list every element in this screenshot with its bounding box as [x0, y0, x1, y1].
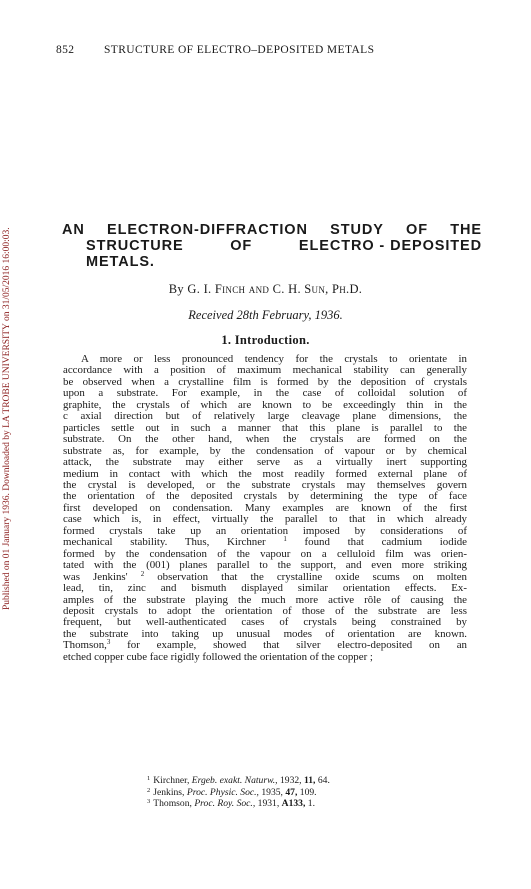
footnote-author: Thomson, [153, 798, 192, 809]
footnote-ref: 3 [106, 638, 111, 647]
footnote-author: Jenkins, [153, 786, 185, 798]
footnote-year: 1932, [279, 775, 302, 786]
body-line: frequent, but well-authenticated cases of crystals being constrained by [63, 616, 467, 629]
body-line: graphite, the crystals of which are known to be exceedingly thin in the [63, 398, 467, 411]
body-line: A more or less pronounced tendency for the crystals to orientate in [81, 353, 467, 365]
title-word: OF [230, 238, 253, 254]
title-word: METALS. [86, 254, 155, 270]
footnote-author: Kirchner, [153, 775, 190, 786]
body-line: was Jenkins' $^2$ observation that the crystalline oxide scums on molten [63, 569, 467, 583]
body-line: amples of the substrate playing the much more active rôle of causing the [63, 593, 467, 606]
body-text [63, 354, 467, 663]
title-line-3 [62, 254, 482, 270]
download-watermark: Published on 01 January 1936. Downloaded by LA TROBE UNIVERSITY on 31/05/2016 16:00:03. [2, 227, 12, 610]
footnote-page: 109. [299, 786, 317, 798]
footnote-journal: Ergeb. exakt. Naturw., [191, 775, 278, 786]
body-line: case which is, in effect, virtually the parallel to that in which already [63, 513, 467, 526]
footnote-ref: 1 [283, 535, 287, 544]
body-line: etched copper cube face rigidly followed the orientation of the copper ; [63, 650, 373, 663]
by-label: By [168, 282, 184, 296]
footnote-page: 1. [307, 798, 315, 809]
footnote-journal: Proc. Physic. Soc., [186, 786, 259, 798]
body-line: the orientation of the deposited crystals by determining the type of face [63, 490, 467, 503]
body-line: attack, the substrate may either serve as a virtually inert supporting [63, 456, 467, 469]
author-sun: C. H. Sun, Ph.D. [272, 282, 363, 296]
body-line: substrate. On the other hand, when the crystals are formed on the [63, 433, 467, 446]
footnote-year: 1931, [257, 798, 280, 809]
footnote-mark: 1 [147, 775, 151, 782]
body-line: substrate as, for example, by the condensation of vapour or by chemical [63, 444, 467, 457]
body-line: the substrate into taking up unusual modes of orientation are known. [63, 627, 467, 640]
author-line [0, 282, 531, 297]
footnote-journal: Proc. Roy. Soc., [194, 798, 256, 809]
received-date: Received 28th February, 1936. [188, 308, 343, 322]
body-line: formed crystals take up an orientation imposed by considerations of [63, 524, 467, 537]
body-line: accordance with a position of maximum mechanical stability can generally [63, 364, 467, 377]
footnote-mark: 3 [147, 798, 151, 805]
body-line: deposit crystals to adopt the orientation of those of the substrate are less [63, 604, 467, 617]
body-line: tated with the (001) planes parallel to the support, and even more striking [63, 559, 467, 572]
body-line: medium in contact with which the most readily formed external plane of [63, 467, 467, 480]
title-word: STRUCTURE [86, 238, 184, 254]
running-title: STRUCTURE OF ELECTRO–DEPOSITED METALS [104, 44, 375, 56]
footnote-page: 64. [317, 775, 330, 786]
body-line: c axial direction but of relatively large cleavage plane dimensions, the [63, 410, 467, 423]
body-line: lead, tin, zinc and bismuth displayed similar orientation effects. Ex- [63, 582, 467, 595]
page-number: 852 [56, 44, 75, 56]
body-line: Thomson,$^3$ for example, showed that silver electro-deposited on an [63, 638, 467, 652]
title-word: THE [450, 222, 482, 238]
article-title [62, 222, 482, 270]
footnote [147, 787, 487, 799]
footnote [147, 775, 487, 787]
body-line: upon a substrate. For example, in the case of colloidal solution of [63, 387, 467, 400]
running-head [56, 44, 491, 58]
footnote-ref: 2 [140, 569, 145, 578]
footnote [147, 798, 487, 810]
title-word: AN [62, 222, 85, 238]
body-line: be observed when a crystalline film is formed by the deposition of crystals [63, 375, 467, 388]
title-word: OF [406, 222, 428, 238]
title-line-1 [62, 222, 482, 238]
title-word: STUDY [330, 222, 384, 238]
footnote-year: 1935, [261, 786, 283, 798]
body-line: particles settle out in such a manner that this plane is parallel to the [63, 421, 467, 434]
title-word: ELECTRO - DEPOSITED [298, 238, 482, 254]
footnotes [147, 775, 487, 810]
title-word: ELECTRON-DIFFRACTION [107, 222, 308, 238]
section-heading: 1. Introduction. [221, 333, 310, 347]
author-finch: G. I. Finch [187, 282, 246, 296]
body-line: formed by the condensation of the vapour on a celluloid film was orien- [63, 547, 467, 560]
body-line: the crystal is developed, or the substrate crystals may themselves govern [63, 478, 467, 491]
and-label: and [248, 282, 270, 296]
footnote-volume: 11, [303, 775, 316, 786]
footnote-volume: 47, [285, 786, 298, 798]
footnote-mark: 2 [147, 786, 151, 794]
title-line-2 [62, 238, 482, 254]
footnote-volume: A133, [281, 798, 306, 809]
body-line: mechanical stability. Thus, Kirchner $^1$ found that cadmium iodide [63, 535, 467, 549]
body-line: first developed on condensation. Many examples are known of the first [63, 501, 467, 514]
